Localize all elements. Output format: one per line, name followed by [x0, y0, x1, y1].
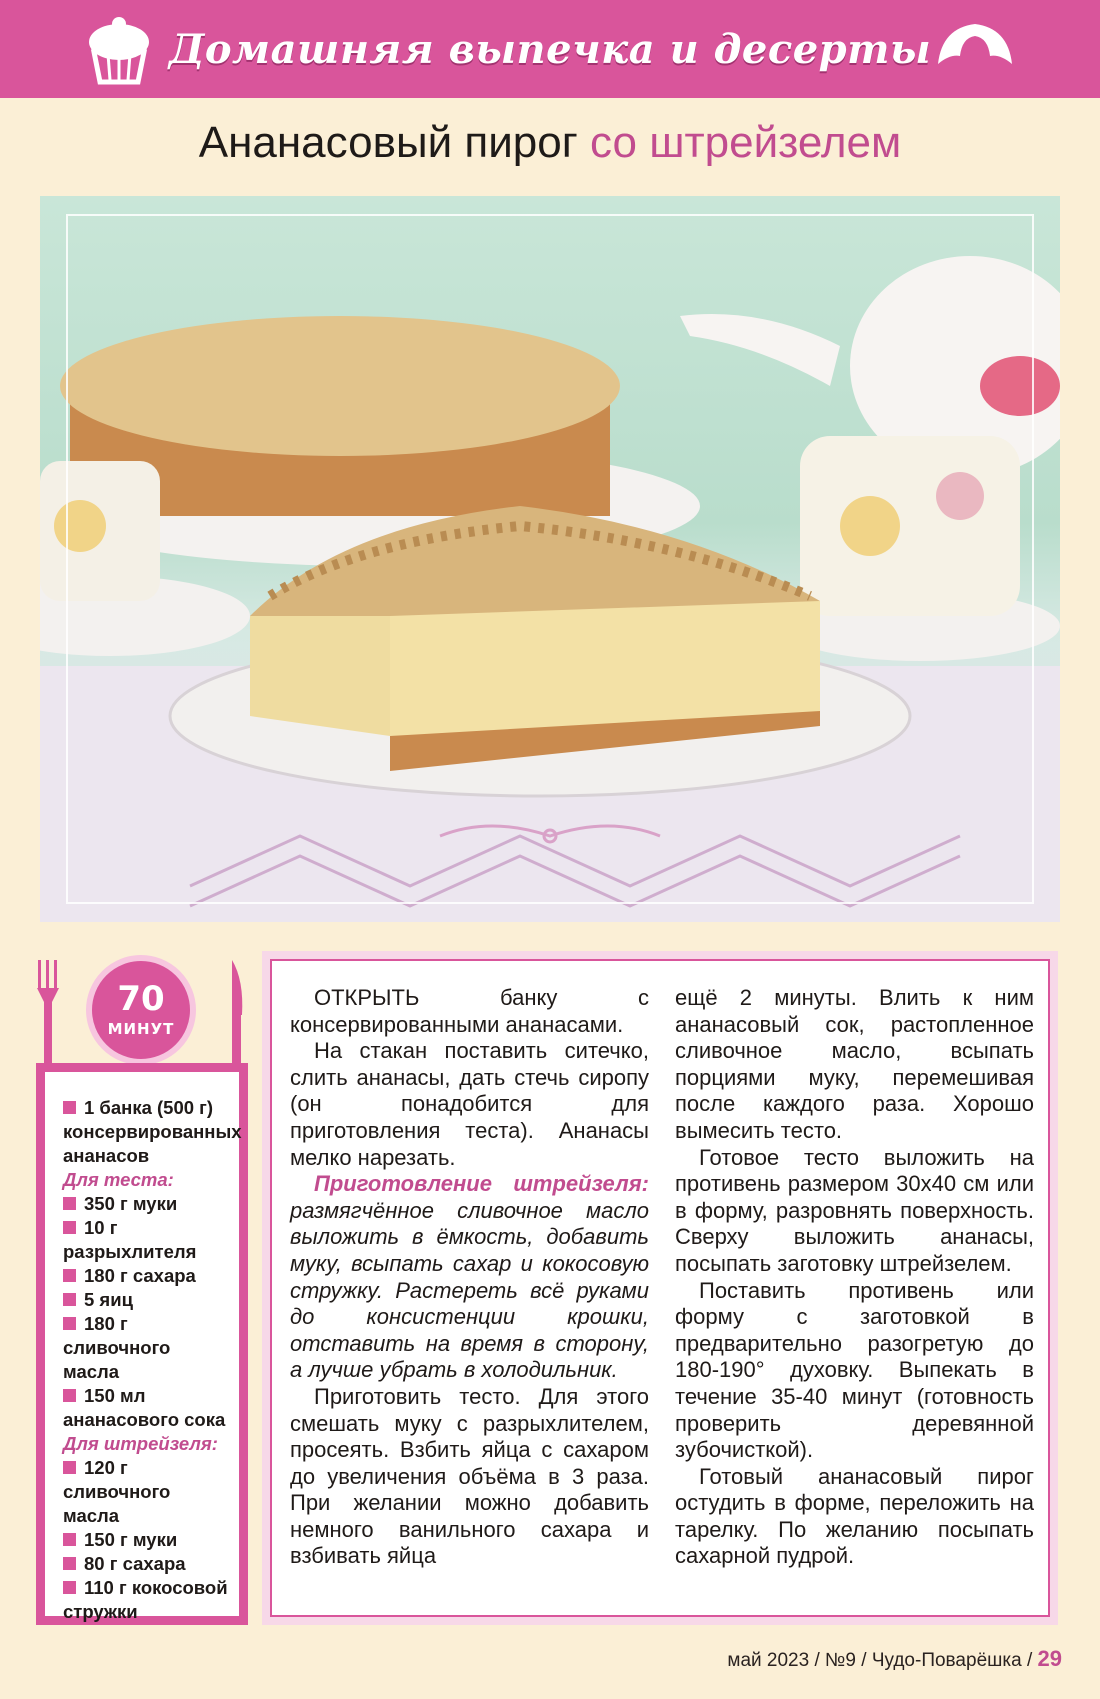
page-footer — [727, 1646, 1062, 1672]
method-paragraph: ещё 2 минуты. Влить к ним ананасовый сок, растопленное сливочное масло, всыпать порциями муку, перемешивая после каждого раза. Хорошо вымесить тесто. — [675, 985, 1034, 1143]
ingredients-list — [45, 1072, 242, 1622]
photo-frame — [66, 214, 1034, 904]
bullet-square-icon — [63, 1317, 76, 1330]
bullet-square-icon — [63, 1293, 76, 1306]
page-number: 29 — [1037, 1646, 1062, 1671]
ingredient-text: 180 г сливочного масла — [63, 1313, 171, 1382]
bullet-square-icon — [63, 1389, 76, 1402]
recipe-title — [0, 118, 1100, 168]
ingredient-text: 350 г муки — [84, 1193, 178, 1214]
ingredient-item — [63, 1384, 229, 1432]
bullet-square-icon — [63, 1533, 76, 1546]
cupcake-icon — [80, 12, 158, 86]
ingredient-text: 1 банка (500 г) консервированных ананасов — [63, 1097, 242, 1166]
pie-photo — [40, 196, 1060, 922]
bullet-square-icon — [63, 1581, 76, 1594]
method-column-2 — [675, 985, 1034, 1605]
ingredient-item — [63, 1552, 229, 1576]
ingredient-group-heading: Для теста: — [63, 1169, 174, 1190]
ingredient-text: 150 г муки — [84, 1529, 178, 1550]
ingredient-text: 80 г сахара — [84, 1553, 186, 1574]
method-paragraph: Поставить противень или форму с заготовкой в предварительно разогретую до 180-190° духовку. Выпекать в течение 35-40 минут (готовность проверить деревянной зубочисткой). — [675, 1277, 1034, 1463]
recipe-title-accent: со штрейзелем — [590, 118, 902, 167]
method-paragraph: На стакан поставить ситечко, слить ананасы, дать стечь сиропу (он понадобится для приготовления теста). Ананасы мелко нарезать. — [290, 1038, 649, 1170]
croissant-icon — [930, 14, 1020, 86]
ingredient-item — [63, 1576, 229, 1624]
ingredient-text: 120 г сливочного масла — [63, 1457, 171, 1526]
ingredient-item — [63, 1528, 229, 1552]
time-circle — [86, 955, 196, 1065]
method-paragraph: Готовое тесто выложить на противень размером 30х40 см или в форму, разровнять поверхность. Сверху выложить ананасы, посыпать заготовку штрейзелем. — [675, 1144, 1034, 1276]
time-number: 70 — [117, 979, 165, 1019]
ingredient-item — [63, 1192, 229, 1216]
streusel-subhead: Приготовление штрейзеля: — [314, 1171, 649, 1197]
bullet-square-icon — [63, 1557, 76, 1570]
cooking-time-badge — [36, 955, 248, 1065]
bullet-square-icon — [63, 1101, 76, 1114]
ingredient-text: 110 г кокосовой стружки — [63, 1577, 228, 1622]
issue-info: май 2023 / №9 / Чудо-Поварёшка / — [727, 1650, 1033, 1671]
bullet-square-icon — [63, 1221, 76, 1234]
ingredients-box — [36, 1063, 248, 1625]
ingredient-item — [63, 1312, 229, 1384]
knife-icon — [226, 960, 246, 1065]
bullet-square-icon — [63, 1269, 76, 1282]
time-unit: МИНУТ — [107, 1020, 175, 1038]
streusel-paragraph — [290, 1171, 649, 1384]
header-band — [0, 0, 1100, 98]
ingredient-group-heading: Для штрейзеля: — [63, 1433, 218, 1454]
method-paragraph: ОТКРЫТЬ банку с консервированными ананасами. — [290, 985, 649, 1037]
ingredient-item — [63, 1096, 242, 1168]
method-text — [270, 959, 1050, 1617]
method-column-1 — [290, 985, 649, 1605]
ingredient-item — [63, 1264, 229, 1288]
method-frame — [262, 951, 1058, 1625]
ingredient-item — [63, 1456, 229, 1528]
streusel-body: размягчённое сливочное масло выложить в ёмкость, добавить муку, всыпать сахар и кокосовую стружку. Растереть всё руками до консистенции крошки, отставить на время в сторону, а лучше убрать в холодильник. — [290, 1197, 649, 1383]
bullet-square-icon — [63, 1197, 76, 1210]
ingredient-text: 150 мл ананасового сока — [63, 1385, 226, 1430]
ingredient-text: 180 г сахара — [84, 1265, 196, 1286]
ingredient-text: 5 яиц — [84, 1289, 133, 1310]
ingredient-item — [63, 1288, 229, 1312]
bullet-square-icon — [63, 1461, 76, 1474]
method-paragraph: Приготовить тесто. Для этого смешать муку с разрыхлителем, просеять. Взбить яйца с сахаром до увеличения объёма в 3 раза. При желании можно добавить немного ванильного сахара и взбивать яйца — [290, 1383, 649, 1569]
method-paragraph: Готовый ананасовый пирог остудить в форме, переложить на тарелку. По желанию посыпать сахарной пудрой. — [675, 1463, 1034, 1569]
ingredient-item — [63, 1216, 229, 1264]
ingredient-text: 10 г разрыхлителя — [63, 1217, 197, 1262]
section-title: Домашняя выпечка и десерты — [168, 25, 932, 73]
fork-icon — [36, 960, 60, 1065]
recipe-title-main: Ананасовый пирог — [198, 118, 578, 167]
